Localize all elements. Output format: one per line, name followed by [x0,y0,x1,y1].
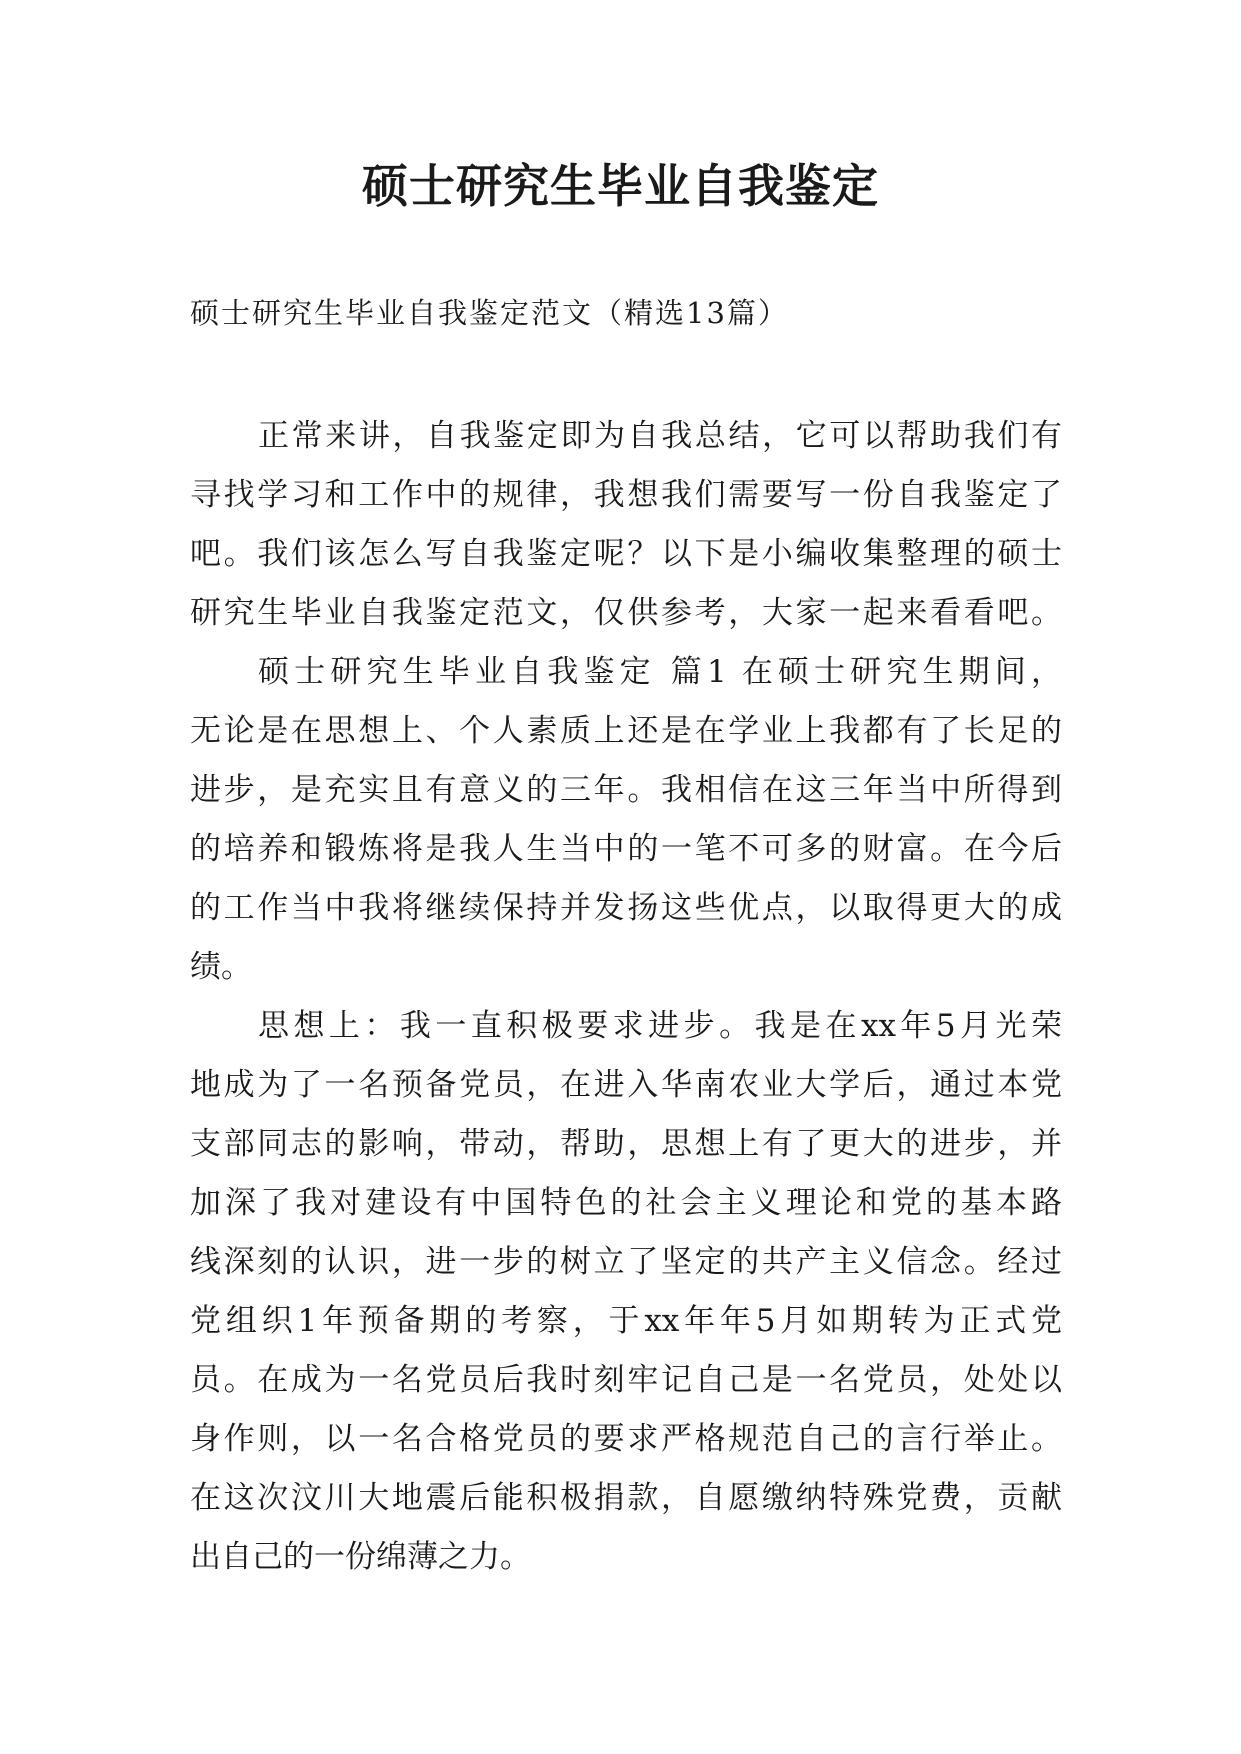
body-line: 的培养和锻炼将是我人生当中的一笔不可多的财富。在今后 [190,831,1062,867]
body-line: 地成为了一名预备党员，在进入华南农业大学后，通过本党 [190,1067,1062,1103]
document-title: 硕士研究生毕业自我鉴定 [362,159,879,213]
body-line: 思想上：我一直积极要求进步。我是在xx年5月光荣 [258,1008,1062,1044]
body-line: 绩。 [190,949,252,985]
document-subtitle: 硕士研究生毕业自我鉴定范文（精选13篇） [190,296,789,330]
body-line: 线深刻的认识，进一步的树立了坚定的共产主义信念。经过 [190,1244,1062,1280]
body-line: 加深了我对建设有中国特色的社会主义理论和党的基本路 [190,1185,1062,1221]
body-line: 进步，是充实且有意义的三年。我相信在这三年当中所得到 [190,772,1062,808]
body-line: 身作则，以一名合格党员的要求严格规范自己的言行举止。 [190,1421,1062,1457]
body-line: 支部同志的影响，带动，帮助，思想上有了更大的进步，并 [190,1126,1062,1162]
body-line: 员。在成为一名党员后我时刻牢记自己是一名党员，处处以 [190,1362,1062,1398]
body-line: 在这次汶川大地震后能积极捐款，自愿缴纳特殊党费，贡献 [190,1480,1062,1516]
document-body [190,407,1062,1587]
body-line: 党组织1年预备期的考察，于xx年年5月如期转为正式党 [190,1303,1062,1339]
body-line: 硕士研究生毕业自我鉴定 篇1 在硕士研究生期间， [258,654,1062,690]
body-line: 无论是在思想上、个人素质上还是在学业上我都有了长足的 [190,713,1062,749]
body-line: 正常来讲，自我鉴定即为自我总结，它可以帮助我们有 [258,418,1062,454]
body-line: 出自己的一份绵薄之力。 [190,1539,531,1575]
body-line: 的工作当中我将继续保持并发扬这些优点，以取得更大的成 [190,890,1062,926]
body-line: 吧。我们该怎么写自我鉴定呢？以下是小编收集整理的硕士 [190,536,1062,572]
body-line: 研究生毕业自我鉴定范文，仅供参考，大家一起来看看吧。 [190,595,1062,631]
body-line: 寻找学习和工作中的规律，我想我们需要写一份自我鉴定了 [190,477,1062,513]
